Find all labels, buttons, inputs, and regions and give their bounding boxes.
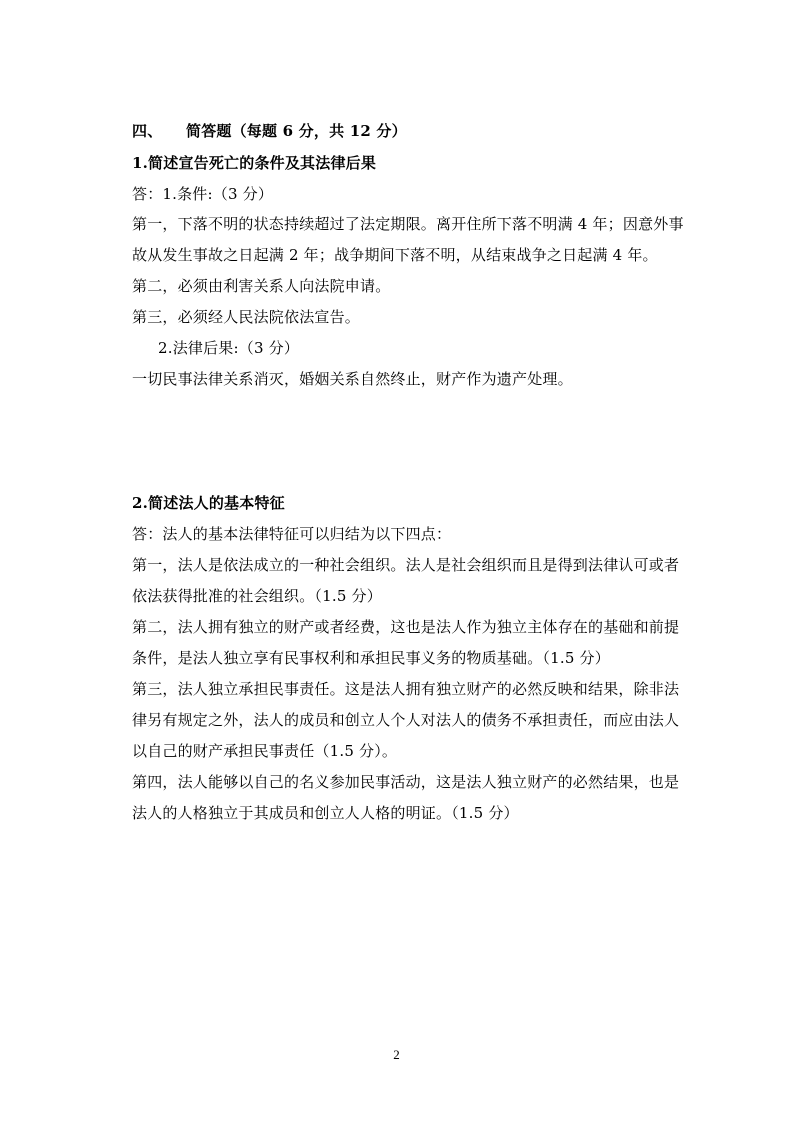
answer-2-line: 律另有规定之外，法人的成员和创立人个人对法人的债务不承担责任，而应由法人 bbox=[132, 711, 680, 729]
answer-2-line: 条件，是法人独立享有民事权利和承担民事义务的物质基础。（1.5 分） bbox=[132, 649, 610, 667]
answer-2-line: 第一，法人是依法成立的一种社会组织。法人是社会组织而且是得到法律认可或者 bbox=[132, 556, 680, 574]
answer-1-line: 第二，必须由利害关系人向法院申请。 bbox=[132, 277, 391, 295]
answer-2-line: 第四，法人能够以自己的名义参加民事活动，这是法人独立财产的必然结果，也是 bbox=[132, 773, 680, 791]
answer-1-line: 一切民事法律关系消灭，婚姻关系自然终止，财产作为遗产处理。 bbox=[132, 370, 573, 388]
answer-2-line: 答：法人的基本法律特征可以归结为以下四点： bbox=[132, 525, 452, 543]
answer-2-line: 依法获得批准的社会组织。（1.5 分） bbox=[132, 587, 382, 605]
section-title: 简答题（每题 6 分，共 12 分） bbox=[186, 122, 407, 140]
answer-2-line: 第二，法人拥有独立的财产或者经费，这也是法人作为独立主体存在的基础和前提 bbox=[132, 618, 680, 636]
answer-1-line: 故从发生事故之日起满 2 年；战争期间下落不明，从结束战争之日起满 4 年。 bbox=[132, 246, 658, 264]
answer-1-line: 答：1.条件:（3 分） bbox=[132, 185, 274, 203]
answer-1-line: 2.法律后果:（3 分） bbox=[158, 339, 300, 357]
answer-1-line: 第一，下落不明的状态持续超过了法定期限。离开住所下落不明满 4 年；因意外事 bbox=[132, 215, 684, 233]
section-heading bbox=[132, 121, 692, 141]
section-number: 四、 bbox=[132, 122, 163, 140]
question-1-title: 1.简述宣告死亡的条件及其法律后果 bbox=[132, 154, 377, 172]
answer-2-line: 法人的人格独立于其成员和创立人人格的明证。（1.5 分） bbox=[132, 804, 519, 822]
answer-2-line: 以自己的财产承担民事责任（1.5 分）。 bbox=[132, 742, 398, 760]
page-number: 2 bbox=[393, 1047, 400, 1062]
answer-1-line: 第三，必须经人民法院依法宣告。 bbox=[132, 308, 361, 326]
answer-2-line: 第三，法人独立承担民事责任。这是法人拥有独立财产的必然反映和结果，除非法 bbox=[132, 680, 680, 698]
question-2-title: 2.简述法人的基本特征 bbox=[132, 494, 285, 512]
